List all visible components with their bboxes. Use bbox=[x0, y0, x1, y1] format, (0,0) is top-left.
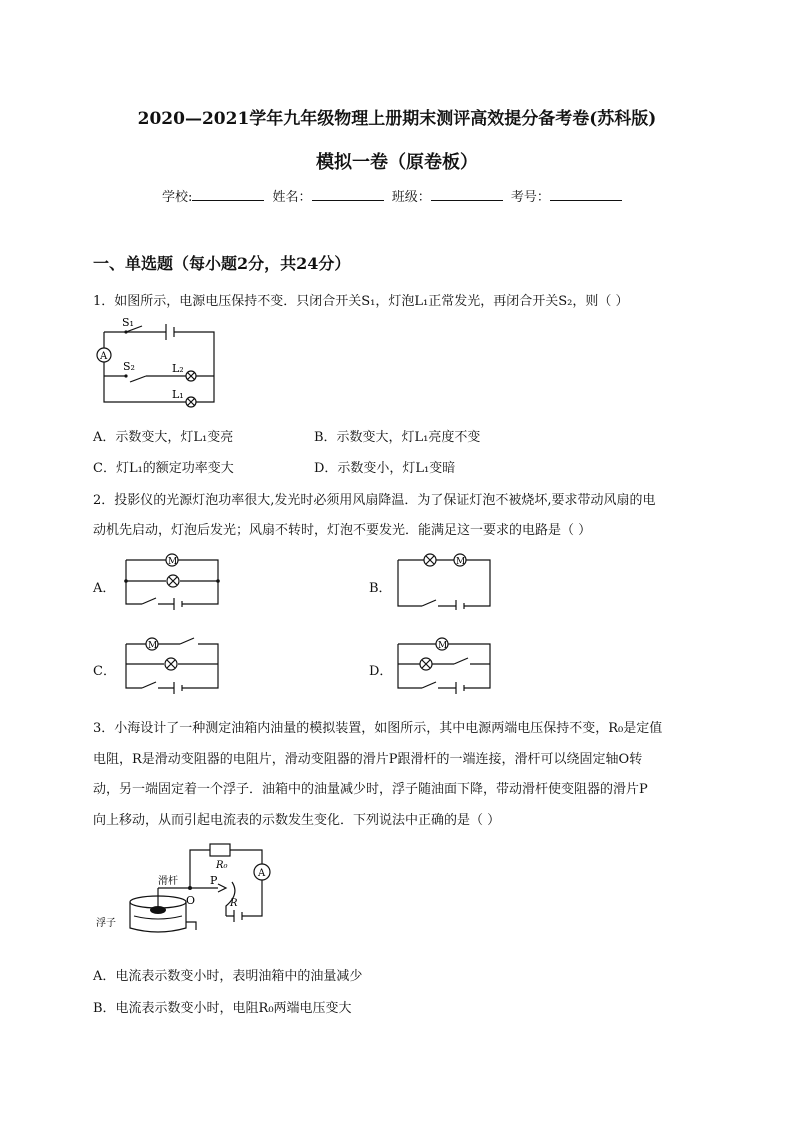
motor-b-label: M bbox=[456, 557, 466, 567]
q2-option-c-label: C． bbox=[93, 664, 116, 679]
exam-number-label: 考号： bbox=[510, 190, 550, 205]
paper-subtitle: 模拟一卷（原卷板） bbox=[316, 152, 478, 173]
q1-circuit-diagram bbox=[90, 312, 220, 414]
q2-option-b-label: B． bbox=[369, 581, 392, 596]
q2-circuit-d bbox=[392, 632, 496, 696]
switch-s2-label: S₂ bbox=[123, 360, 135, 373]
class-label: 班级： bbox=[391, 190, 431, 205]
q2-circuit-a bbox=[118, 548, 228, 612]
q3-stem-line1: 3．小海设计了一种测定油箱内油量的模拟装置，如图所示，其中电源两端电压保持不变，R₀是定值 bbox=[93, 721, 663, 736]
float-label: 浮子 bbox=[96, 918, 116, 929]
q3-option-b: B．电流表示数变小时，电阻R₀两端电压变大 bbox=[93, 1001, 352, 1016]
q2-circuit-c bbox=[118, 632, 228, 696]
q2-option-a-label: A． bbox=[93, 581, 116, 596]
q3-stem-line4: 向上移动，从而引起电流表的示数发生变化．下列说法中正确的是（ ） bbox=[93, 813, 501, 828]
q1-option-d: D．示数变小，灯L₁变暗 bbox=[314, 461, 456, 476]
lamp-l2-label: L₂ bbox=[172, 362, 184, 375]
school-blank bbox=[192, 187, 264, 201]
q3-stem-line3: 动，另一端固定着一个浮子．油箱中的油量减少时，浮子随油面下降，带动滑杆使变阻器的滑片P bbox=[93, 782, 648, 797]
slider-p-label: P bbox=[210, 874, 218, 887]
name-blank bbox=[312, 187, 384, 201]
rheostat-r-label: R bbox=[230, 898, 238, 909]
motor-a-label: M bbox=[168, 557, 178, 567]
paper-title: 2020—2021学年九年级物理上册期末测评高效提分备考卷(苏科版) bbox=[137, 109, 657, 129]
q3-stem-line2: 电阻，R是滑动变阻器的电阻片，滑动变阻器的滑片P跟滑杆的一端连接，滑杆可以绕固定轴O转 bbox=[93, 752, 643, 767]
resistor-r0-label: R₀ bbox=[216, 860, 228, 871]
q1-stem: 1．如图所示，电源电压保持不变．只闭合开关S₁，灯泡L₁正常发光，再闭合开关S₂，则（ ） bbox=[93, 294, 629, 309]
switch-s1-label: S₁ bbox=[122, 316, 134, 329]
school-label: 学校: bbox=[162, 190, 193, 205]
ammeter-q3-label: A bbox=[258, 868, 266, 879]
q1-option-c: C．灯L₁的额定功率变大 bbox=[93, 461, 234, 476]
name-label: 姓名： bbox=[272, 190, 312, 205]
q1-option-a: A．示数变大，灯L₁变亮 bbox=[93, 430, 234, 445]
ammeter-label: A bbox=[100, 351, 108, 362]
q2-stem-line2: 动机先启动，灯泡后发光；风扇不转时，灯泡不要发光．能满足这一要求的电路是（ ） bbox=[93, 523, 592, 538]
q1-option-b: B．示数变大，灯L₁亮度不变 bbox=[314, 430, 481, 445]
q2-option-d-label: D． bbox=[369, 664, 393, 679]
pivot-o-label: O bbox=[186, 894, 196, 907]
rod-label: 滑杆 bbox=[158, 876, 178, 887]
motor-d-label: M bbox=[438, 641, 448, 651]
q3-oil-tank-diagram bbox=[90, 838, 280, 950]
student-info-row bbox=[162, 186, 626, 205]
q2-circuit-b bbox=[392, 550, 496, 610]
q2-stem-line1: 2．投影仪的光源灯泡功率很大,发光时必须用风扇降温．为了保证灯泡不被烧坏,要求带动风扇的电 bbox=[93, 493, 656, 508]
motor-c-label: M bbox=[148, 641, 158, 651]
class-blank bbox=[431, 187, 503, 201]
section-heading: 一、单选题（每小题2分，共24分） bbox=[93, 254, 351, 273]
exam-number-blank bbox=[550, 187, 622, 201]
q3-option-a: A．电流表示数变小时，表明油箱中的油量减少 bbox=[93, 969, 363, 984]
lamp-l1-label: L₁ bbox=[172, 388, 184, 401]
